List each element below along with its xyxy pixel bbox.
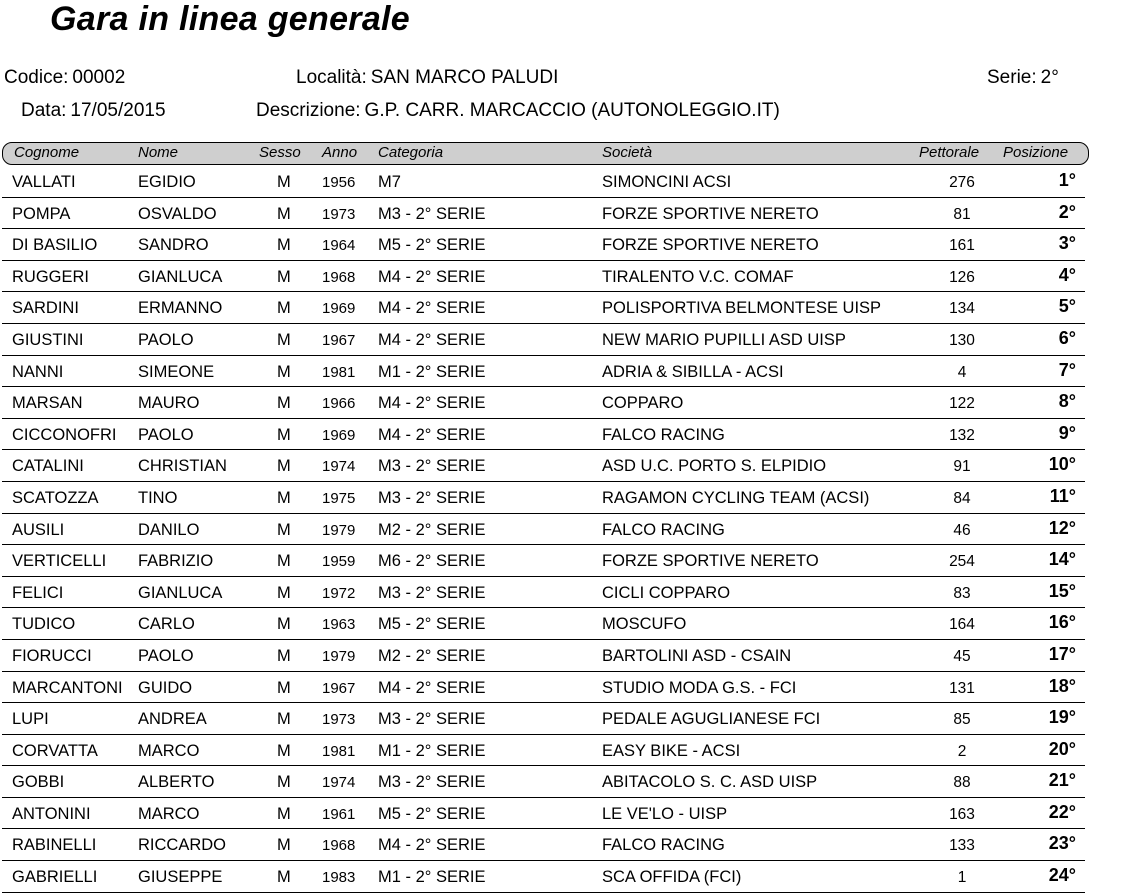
table-row: [0, 766, 1135, 798]
cell-cognome: TUDICO: [12, 615, 76, 634]
cell-cognome: AUSILI: [12, 520, 65, 539]
cell-posizione: 14°: [1048, 549, 1076, 570]
cell-pettorale: 4: [957, 363, 967, 381]
cell-nome: RICCARDO: [138, 836, 227, 855]
cell-nome: ERMANNO: [138, 299, 223, 318]
cell-societa: MOSCUFO: [602, 615, 687, 634]
cell-categoria: M2 - 2° SERIE: [378, 520, 486, 539]
cell-categoria: M3 - 2° SERIE: [378, 204, 486, 223]
cell-societa: BARTOLINI ASD - CSAIN: [602, 646, 792, 665]
cell-nome: FABRIZIO: [138, 552, 214, 571]
cell-categoria: M1 - 2° SERIE: [378, 741, 486, 760]
cell-nome: SIMEONE: [138, 362, 215, 381]
cell-sesso: M: [277, 488, 291, 507]
table-row: [0, 482, 1135, 514]
cell-sesso: M: [277, 204, 291, 223]
cell-categoria: M1 - 2° SERIE: [378, 362, 486, 381]
cell-pettorale: 130: [949, 331, 975, 349]
cell-posizione: 20°: [1048, 738, 1076, 759]
cell-societa: PEDALE AGUGLIANESE FCI: [602, 710, 821, 729]
cell-societa: FALCO RACING: [602, 425, 725, 444]
cell-nome: EGIDIO: [138, 173, 196, 191]
cell-pettorale: 84: [953, 489, 971, 507]
cell-categoria: M4 - 2° SERIE: [378, 836, 486, 855]
cell-sesso: M: [277, 552, 291, 571]
cell-cognome: MARSAN: [12, 394, 83, 413]
cell-categoria: M4 - 2° SERIE: [378, 425, 486, 444]
serie-value: 2°: [1040, 67, 1059, 88]
page-title: Gara in linea generale: [50, 0, 410, 38]
cell-posizione: 19°: [1048, 707, 1076, 728]
cell-sesso: M: [277, 615, 291, 634]
cell-categoria: M6 - 2° SERIE: [378, 552, 486, 571]
cell-sesso: M: [277, 646, 291, 665]
cell-pettorale: 83: [953, 584, 971, 602]
cell-anno: 1979: [322, 521, 356, 539]
cell-nome: TINO: [138, 488, 178, 507]
table-row: [0, 166, 1135, 198]
cell-sesso: M: [277, 299, 291, 318]
cell-societa: ABITACOLO S. C. ASD UISP: [602, 773, 818, 792]
cell-nome: PAOLO: [138, 330, 194, 349]
cell-nome: CHRISTIAN: [138, 457, 227, 476]
table-row: [0, 198, 1135, 230]
col-header-sesso: Sesso: [259, 144, 301, 161]
cell-anno: 1967: [322, 331, 356, 349]
cell-cognome: NANNI: [12, 362, 64, 381]
serie-field: [987, 67, 1059, 89]
cell-anno: 1968: [322, 268, 356, 286]
cell-nome: ALBERTO: [138, 773, 215, 792]
cell-posizione: 4°: [1058, 264, 1076, 285]
cell-pettorale: 88: [953, 774, 971, 792]
cell-anno: 1973: [322, 711, 356, 729]
cell-nome: PAOLO: [138, 646, 194, 665]
col-header-cognome: Cognome: [14, 144, 80, 161]
localita-value: SAN MARCO PALUDI: [370, 67, 559, 88]
cell-sesso: M: [277, 236, 291, 255]
cell-cognome: FELICI: [12, 583, 64, 602]
cell-societa: STUDIO MODA G.S. - FCI: [602, 678, 797, 697]
cell-categoria: M5 - 2° SERIE: [378, 804, 486, 823]
cell-posizione: 7°: [1058, 359, 1076, 380]
cell-categoria: M4 - 2° SERIE: [378, 678, 486, 697]
data-value: 17/05/2015: [70, 100, 166, 121]
cell-anno: 1969: [322, 426, 356, 444]
cell-cognome: RUGGERI: [12, 267, 90, 286]
cell-categoria: M2 - 2° SERIE: [378, 646, 486, 665]
codice-value: 00002: [72, 67, 126, 88]
col-header-categoria: Categoria: [378, 144, 444, 161]
cell-nome: MAURO: [138, 394, 200, 413]
cell-sesso: M: [277, 425, 291, 444]
cell-societa: ASD U.C. PORTO S. ELPIDIO: [602, 457, 827, 476]
table-row: [0, 672, 1135, 704]
cell-sesso: M: [277, 804, 291, 823]
cell-cognome: ANTONINI: [12, 804, 91, 823]
cell-cognome: CICCONOFRI: [12, 425, 117, 444]
cell-categoria: M4 - 2° SERIE: [378, 299, 486, 318]
col-header-anno: Anno: [322, 144, 358, 161]
cell-anno: 1969: [322, 300, 356, 318]
cell-cognome: VALLATI: [12, 173, 76, 191]
cell-sesso: M: [277, 457, 291, 476]
cell-categoria: M4 - 2° SERIE: [378, 394, 486, 413]
cell-anno: 1959: [322, 553, 356, 571]
cell-nome: ANDREA: [138, 710, 207, 729]
cell-pettorale: 2: [957, 742, 967, 760]
cell-nome: GUIDO: [138, 678, 193, 697]
cell-pettorale: 81: [953, 205, 971, 223]
table-row: [0, 450, 1135, 482]
col-header-pettorale: Pettorale: [919, 144, 980, 161]
cell-anno: 1963: [322, 616, 356, 634]
table-row: [0, 387, 1135, 419]
table-row: [0, 292, 1135, 324]
cell-nome: DANILO: [138, 520, 200, 539]
cell-nome: MARCO: [138, 741, 200, 760]
cell-cognome: CATALINI: [12, 457, 84, 476]
cell-categoria: M3 - 2° SERIE: [378, 457, 486, 476]
cell-anno: 1983: [322, 869, 356, 887]
cell-posizione: 11°: [1049, 485, 1076, 506]
cell-anno: 1979: [322, 647, 356, 665]
cell-sesso: M: [277, 773, 291, 792]
cell-sesso: M: [277, 173, 291, 191]
cell-pettorale: 134: [949, 300, 975, 318]
cell-sesso: M: [277, 394, 291, 413]
cell-categoria: M3 - 2° SERIE: [378, 488, 486, 507]
cell-anno: 1956: [322, 174, 356, 191]
cell-sesso: M: [277, 330, 291, 349]
cell-anno: 1972: [322, 584, 356, 602]
cell-societa: CICLI COPPARO: [602, 583, 731, 602]
cell-pettorale: 164: [949, 616, 975, 634]
cell-pettorale: 122: [949, 395, 975, 413]
table-row: [0, 829, 1135, 861]
cell-cognome: GIUSTINI: [12, 330, 84, 349]
table-row: [0, 419, 1135, 451]
cell-anno: 1966: [322, 395, 356, 413]
table-row: [0, 356, 1135, 388]
descrizione-value: G.P. CARR. MARCACCIO (AUTONOLEGGIO.IT): [364, 100, 780, 121]
cell-categoria: M5 - 2° SERIE: [378, 236, 486, 255]
cell-anno: 1974: [322, 774, 356, 792]
cell-societa: COPPARO: [602, 394, 684, 413]
cell-anno: 1975: [322, 489, 356, 507]
cell-posizione: 15°: [1048, 580, 1076, 601]
cell-societa: FALCO RACING: [602, 520, 725, 539]
cell-posizione: 18°: [1048, 675, 1076, 696]
cell-pettorale: 91: [953, 458, 971, 476]
cell-cognome: RABINELLI: [12, 836, 97, 855]
cell-cognome: VERTICELLI: [12, 552, 107, 571]
cell-sesso: M: [277, 836, 291, 855]
cell-sesso: M: [277, 678, 291, 697]
cell-pettorale: 131: [949, 679, 975, 697]
descrizione-field: [256, 100, 780, 122]
cell-anno: 1973: [322, 205, 356, 223]
cell-societa: FORZE SPORTIVE NERETO: [602, 236, 819, 255]
table-row: [0, 324, 1135, 356]
cell-cognome: GOBBI: [12, 773, 65, 792]
cell-posizione: 24°: [1048, 865, 1076, 886]
cell-nome: GIANLUCA: [138, 583, 223, 602]
cell-societa: LE VE'LO - UISP: [602, 804, 728, 823]
cell-posizione: 21°: [1048, 770, 1076, 791]
cell-pettorale: 161: [949, 237, 975, 255]
localita-field: [296, 67, 558, 89]
table-row: [0, 229, 1135, 261]
cell-societa: FORZE SPORTIVE NERETO: [602, 552, 819, 571]
table-row: [0, 261, 1135, 293]
table-row: [0, 861, 1135, 893]
table-row: [0, 577, 1135, 609]
cell-societa: FORZE SPORTIVE NERETO: [602, 204, 819, 223]
cell-posizione: 3°: [1058, 233, 1076, 254]
table-row: [0, 703, 1135, 735]
cell-nome: OSVALDO: [138, 204, 217, 223]
table-row: [0, 798, 1135, 830]
cell-pettorale: 126: [949, 268, 975, 286]
cell-posizione: 1°: [1058, 170, 1076, 190]
cell-anno: 1981: [322, 742, 356, 760]
cell-cognome: POMPA: [12, 204, 71, 223]
cell-societa: TIRALENTO V.C. COMAF: [602, 267, 794, 286]
cell-societa: ADRIA & SIBILLA - ACSI: [602, 362, 784, 381]
cell-sesso: M: [277, 583, 291, 602]
cell-pettorale: 46: [953, 521, 971, 539]
cell-nome: SANDRO: [138, 236, 209, 255]
cell-categoria: M3 - 2° SERIE: [378, 583, 486, 602]
cell-posizione: 23°: [1048, 833, 1076, 854]
cell-anno: 1961: [322, 805, 356, 823]
cell-categoria: M3 - 2° SERIE: [378, 773, 486, 792]
cell-sesso: M: [277, 868, 291, 887]
table-row: [0, 640, 1135, 672]
cell-anno: 1974: [322, 458, 356, 476]
cell-posizione: 10°: [1048, 454, 1076, 475]
cell-pettorale: 133: [949, 837, 975, 855]
cell-posizione: 8°: [1058, 391, 1076, 412]
cell-pettorale: 45: [953, 647, 971, 665]
cell-posizione: 6°: [1058, 327, 1076, 348]
cell-pettorale: 132: [949, 426, 975, 444]
cell-anno: 1968: [322, 837, 356, 855]
data-field: [21, 100, 166, 122]
cell-categoria: M7: [378, 173, 401, 191]
cell-cognome: DI BASILIO: [12, 236, 98, 255]
cell-anno: 1967: [322, 679, 356, 697]
cell-sesso: M: [277, 267, 291, 286]
cell-categoria: M3 - 2° SERIE: [378, 710, 486, 729]
cell-pettorale: 276: [949, 174, 975, 191]
cell-cognome: CORVATTA: [12, 741, 98, 760]
codice-field: [4, 67, 125, 89]
cell-posizione: 2°: [1058, 201, 1076, 222]
cell-pettorale: 163: [949, 805, 975, 823]
cell-anno: 1981: [322, 363, 356, 381]
cell-categoria: M5 - 2° SERIE: [378, 615, 486, 634]
cell-nome: GIUSEPPE: [138, 868, 223, 887]
cell-posizione: 12°: [1048, 517, 1076, 538]
col-header-posizione: Posizione: [1003, 144, 1069, 161]
cell-societa: RAGAMON CYCLING TEAM (ACSI): [602, 488, 870, 507]
cell-categoria: M4 - 2° SERIE: [378, 267, 486, 286]
localita-label: Località:: [296, 67, 367, 88]
cell-societa: SIMONCINI ACSI: [602, 173, 732, 191]
cell-cognome: SARDINI: [12, 299, 79, 318]
serie-label: Serie:: [987, 67, 1037, 88]
cell-societa: FALCO RACING: [602, 836, 725, 855]
table-row: [0, 608, 1135, 640]
cell-cognome: SCATOZZA: [12, 488, 99, 507]
cell-societa: NEW MARIO PUPILLI ASD UISP: [602, 330, 846, 349]
cell-posizione: 16°: [1048, 612, 1076, 633]
cell-pettorale: 254: [949, 553, 975, 571]
cell-anno: 1964: [322, 237, 356, 255]
cell-pettorale: 1: [957, 869, 967, 887]
cell-sesso: M: [277, 741, 291, 760]
cell-posizione: 5°: [1058, 296, 1076, 317]
cell-sesso: M: [277, 710, 291, 729]
cell-nome: PAOLO: [138, 425, 194, 444]
cell-pettorale: 85: [953, 711, 971, 729]
cell-sesso: M: [277, 520, 291, 539]
cell-sesso: M: [277, 362, 291, 381]
cell-societa: POLISPORTIVA BELMONTESE UISP: [602, 299, 882, 318]
codice-label: Codice:: [4, 67, 69, 88]
cell-posizione: 22°: [1048, 801, 1076, 822]
cell-categoria: M1 - 2° SERIE: [378, 868, 486, 887]
table-row: [0, 514, 1135, 546]
cell-cognome: MARCANTONI: [12, 678, 123, 697]
cell-societa: SCA OFFIDA (FCI): [602, 868, 742, 887]
cell-posizione: 17°: [1048, 643, 1076, 664]
table-row: [0, 735, 1135, 767]
cell-cognome: FIORUCCI: [12, 646, 92, 665]
cell-nome: MARCO: [138, 804, 200, 823]
col-header-societa: Società: [602, 144, 653, 161]
table-row: [0, 545, 1135, 577]
cell-posizione: 9°: [1058, 422, 1076, 443]
cell-nome: GIANLUCA: [138, 267, 223, 286]
data-label: Data:: [21, 100, 67, 121]
descrizione-label: Descrizione:: [256, 100, 361, 121]
cell-categoria: M4 - 2° SERIE: [378, 330, 486, 349]
cell-societa: EASY BIKE - ACSI: [602, 741, 741, 760]
cell-nome: CARLO: [138, 615, 195, 634]
cell-cognome: LUPI: [12, 710, 49, 729]
col-header-nome: Nome: [138, 144, 179, 161]
cell-cognome: GABRIELLI: [12, 868, 98, 887]
results-table: [0, 166, 1135, 893]
